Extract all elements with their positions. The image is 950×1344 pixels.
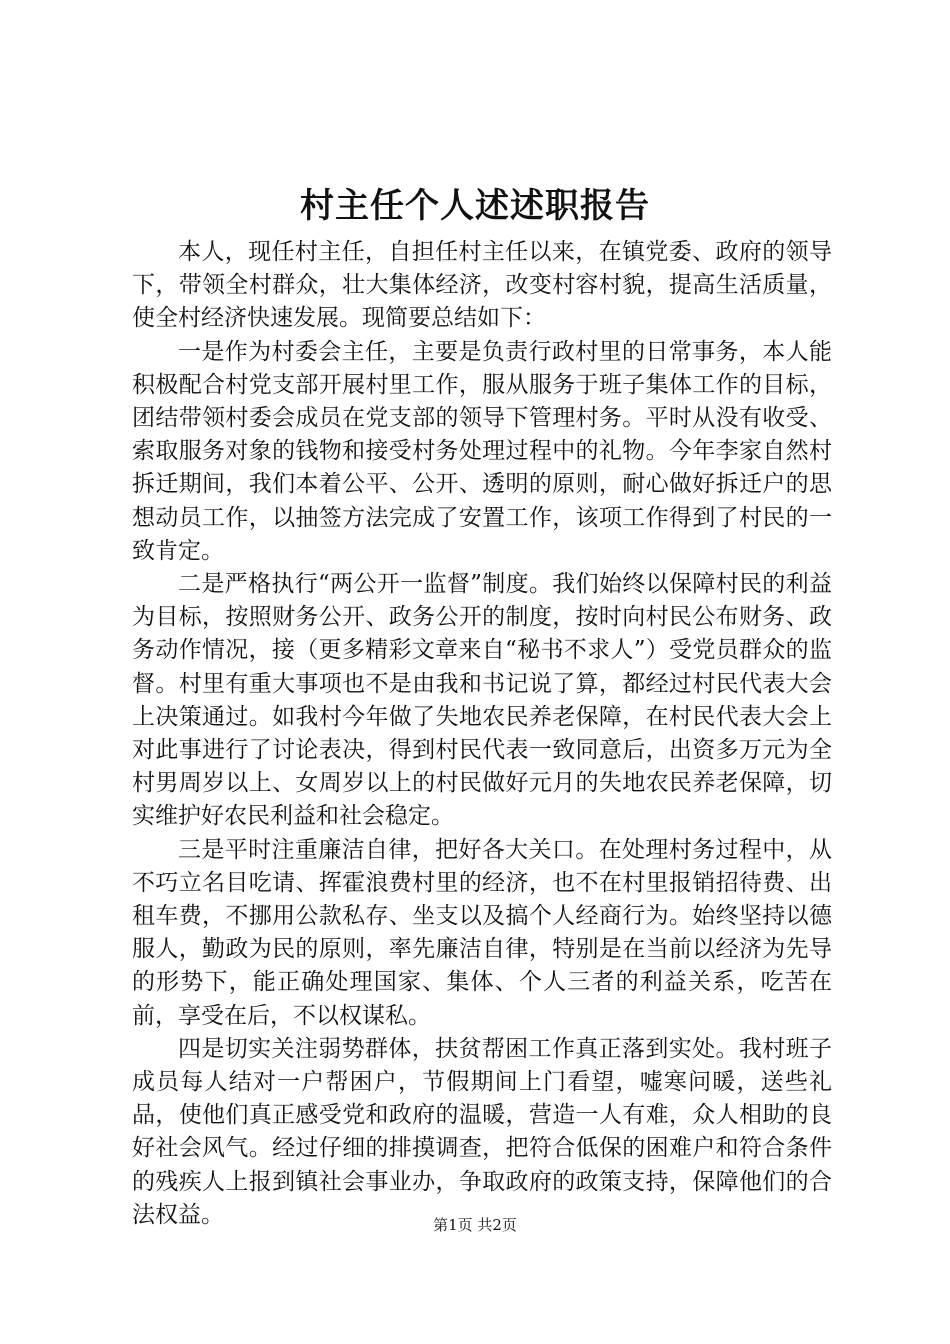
page-number-footer: 第1页 共2页 [433,1216,517,1234]
document-body [132,236,832,1232]
document-title: 村主任个人述述职报告 [300,186,650,226]
paragraph-point-3: 三是平时注重廉洁自律，把好各大关口。在处理村务过程中，从不巧立名目吃请、挥霍浪费村里的经济，也不在村里报销招待费、出租车费，不挪用公款私存、坐支以及搞个人经商行为。始终坚持以德服人，勤政为民的原则，率先廉洁自律，特别是在当前以经济为先导的形势下，能正确处理国家、集体、个人三者的利益关系，吃苦在前，享受在后，不以权谋私。 [132,836,832,1029]
paragraph-point-1: 一是作为村委会主任，主要是负责行政村里的日常事务，本人能积极配合村党支部开展村里工作，服从服务于班子集体工作的目标，团结带领村委会成员在党支部的领导下管理村务。平时从没有收受、索取服务对象的钱物和接受村务处理过程中的礼物。今年李家自然村拆迁期间，我们本着公平、公开、透明的原则，耐心做好拆迁户的思想动员工作，以抽签方法完成了安置工作，该项工作得到了村民的一致肯定。 [132,338,832,564]
paragraph-point-4: 四是切实关注弱势群体，扶贫帮困工作真正落到实处。我村班子成员每人结对一户帮困户，节假期间上门看望，嘘寒问暖，送些礼品，使他们真正感受党和政府的温暖，营造一人有难，众人相助的良好社会风气。经过仔细的排摸调查，把符合低保的困难户和符合条件的残疾人上报到镇社会事业办，争取政府的政策支持，保障他们的合法权益。 [132,1035,832,1228]
paragraph-intro: 本人，现任村主任，自担任村主任以来，在镇党委、政府的领导下，带领全村群众，壮大集体经济，改变村容村貌，提高生活质量，使全村经济快速发展。现简要总结如下： [132,239,832,332]
paragraph-point-2: 二是严格执行“两公开一监督”制度。我们始终以保障村民的利益为目标，按照财务公开、政务公开的制度，按时向村民公布财务、政务动作情况，接（更多精彩文章来自“秘书不求人”）受党员群众的监督。村里有重大事项也不是由我和书记说了算，都经过村民代表大会上决策通过。如我村今年做了失地农民养老保障，在村民代表大会上对此事进行了讨论表决，得到村民代表一致同意后，出资多万元为全村男周岁以上、女周岁以上的村民做好元月的失地农民养老保障，切实维护好农民利益和社会稳定。 [132,571,832,830]
